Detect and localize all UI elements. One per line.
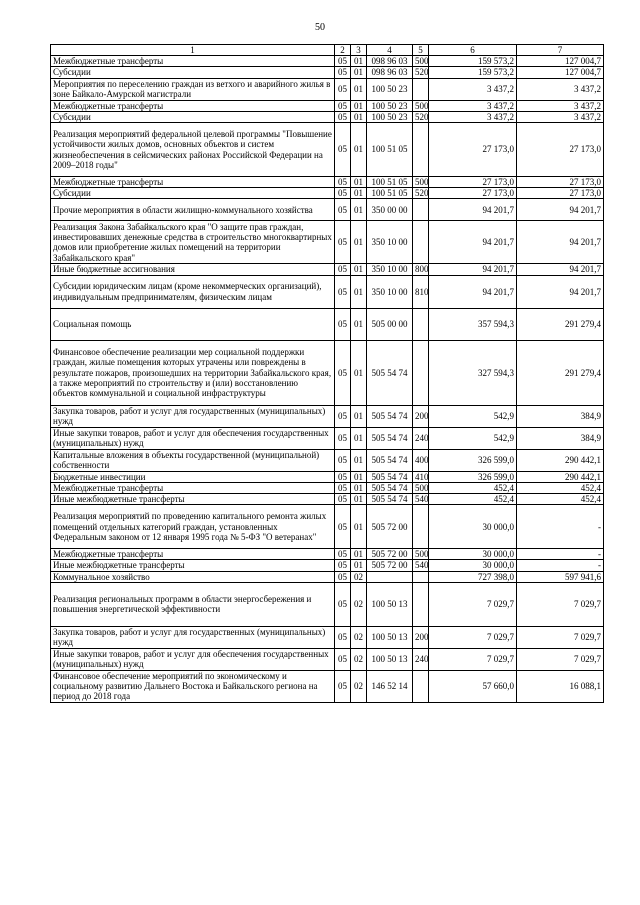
row-name: Межбюджетные трансферты xyxy=(51,56,335,67)
row-subsection: 01 xyxy=(351,549,367,560)
row-target-article: 350 10 00 xyxy=(367,221,413,264)
row-sum-col6: 94 201,7 xyxy=(429,264,517,275)
table-row xyxy=(51,275,604,308)
row-subsection: 02 xyxy=(351,670,367,702)
row-sum-col7: 27 173,0 xyxy=(517,188,604,199)
row-sum-col7: 94 201,7 xyxy=(517,199,604,221)
row-name: Межбюджетные трансферты xyxy=(51,177,335,188)
row-sum-col6: 27 173,0 xyxy=(429,177,517,188)
row-sum-col7: 27 173,0 xyxy=(517,177,604,188)
row-expense-type: 800 xyxy=(413,264,429,275)
row-sum-col7: 452,4 xyxy=(517,482,604,493)
column-header: 1 xyxy=(51,45,335,56)
row-sum-col7: 291 279,4 xyxy=(517,308,604,340)
row-expense-type xyxy=(413,340,429,405)
row-expense-type: 810 xyxy=(413,275,429,308)
row-name: Иные закупки товаров, работ и услуг для обеспечения государственных (муниципальных) нужд xyxy=(51,648,335,670)
table-row xyxy=(51,549,604,560)
row-subsection: 02 xyxy=(351,648,367,670)
row-target-article: 505 54 74 xyxy=(367,427,413,449)
row-target-article: 505 54 74 xyxy=(367,449,413,471)
row-section: 05 xyxy=(335,670,351,702)
row-name: Финансовое обеспечение мероприятий по экономическому и социальному развитию Дальнего Востока и Байкальского региона на период до 2018 года xyxy=(51,670,335,702)
row-name: Закупка товаров, работ и услуг для государственных (муниципальных) нужд xyxy=(51,626,335,648)
row-section: 05 xyxy=(335,56,351,67)
row-sum-col6: 3 437,2 xyxy=(429,78,517,100)
row-sum-col7: 290 442,1 xyxy=(517,449,604,471)
row-section: 05 xyxy=(335,177,351,188)
row-name: Реализация мероприятий федеральной целевой программы "Повышение устойчивости жилых домов, основных объектов и систем жизнеобеспечения в сейсмических районах Российской Федерации на 2009–2018 годы" xyxy=(51,123,335,177)
row-expense-type xyxy=(413,505,429,549)
table-row xyxy=(51,264,604,275)
row-sum-col7: 7 029,7 xyxy=(517,582,604,626)
table-row xyxy=(51,427,604,449)
row-target-article: 100 50 23 xyxy=(367,111,413,122)
row-target-article: 100 50 13 xyxy=(367,626,413,648)
table-row xyxy=(51,199,604,221)
row-subsection: 01 xyxy=(351,340,367,405)
row-name: Капитальные вложения в объекты государственной (муниципальной) собственности xyxy=(51,449,335,471)
row-subsection: 01 xyxy=(351,100,367,111)
table-row xyxy=(51,560,604,571)
row-expense-type xyxy=(413,199,429,221)
row-target-article: 505 54 74 xyxy=(367,482,413,493)
row-sum-col7: 384,9 xyxy=(517,405,604,427)
row-section: 05 xyxy=(335,505,351,549)
row-section: 05 xyxy=(335,67,351,78)
row-target-article: 505 72 00 xyxy=(367,549,413,560)
row-sum-col7: 7 029,7 xyxy=(517,648,604,670)
row-expense-type xyxy=(413,123,429,177)
row-section: 05 xyxy=(335,275,351,308)
row-sum-col6: 3 437,2 xyxy=(429,100,517,111)
row-target-article: 505 00 00 xyxy=(367,308,413,340)
row-sum-col6: 452,4 xyxy=(429,482,517,493)
row-expense-type: 500 xyxy=(413,177,429,188)
row-subsection: 02 xyxy=(351,582,367,626)
row-expense-type: 200 xyxy=(413,405,429,427)
row-sum-col6: 452,4 xyxy=(429,494,517,505)
row-target-article: 100 51 05 xyxy=(367,177,413,188)
row-sum-col6: 57 660,0 xyxy=(429,670,517,702)
row-sum-col7: 3 437,2 xyxy=(517,78,604,100)
row-expense-type: 410 xyxy=(413,471,429,482)
row-section: 05 xyxy=(335,549,351,560)
table-row xyxy=(51,449,604,471)
table-row xyxy=(51,177,604,188)
row-target-article: 350 10 00 xyxy=(367,264,413,275)
row-subsection: 01 xyxy=(351,123,367,177)
row-target-article: 146 52 14 xyxy=(367,670,413,702)
row-sum-col7: 27 173,0 xyxy=(517,123,604,177)
row-name: Мероприятия по переселению граждан из ветхого и аварийного жилья в зоне Байкало-Амурской магистрали xyxy=(51,78,335,100)
row-expense-type: 500 xyxy=(413,549,429,560)
column-header: 6 xyxy=(429,45,517,56)
row-sum-col6: 727 398,0 xyxy=(429,571,517,582)
row-target-article: 350 10 00 xyxy=(367,275,413,308)
row-name: Реализация мероприятий по проведению капитального ремонта жилых помещений отдельных категорий граждан, установленных Федеральным законом от 12 января 1995 года № 5-ФЗ "О ветеранах" xyxy=(51,505,335,549)
row-section: 05 xyxy=(335,560,351,571)
row-sum-col6: 7 029,7 xyxy=(429,626,517,648)
row-name: Социальная помощь xyxy=(51,308,335,340)
column-header: 4 xyxy=(367,45,413,56)
row-sum-col6: 94 201,7 xyxy=(429,275,517,308)
row-expense-type xyxy=(413,78,429,100)
row-section: 05 xyxy=(335,494,351,505)
row-name: Коммунальное хозяйство xyxy=(51,571,335,582)
row-subsection: 01 xyxy=(351,427,367,449)
row-name: Реализация региональных программ в области энергосбережения и повышения энергетической эффективности xyxy=(51,582,335,626)
row-expense-type: 500 xyxy=(413,482,429,493)
row-sum-col7: 16 088,1 xyxy=(517,670,604,702)
row-sum-col6: 159 573,2 xyxy=(429,67,517,78)
table-row xyxy=(51,56,604,67)
row-name: Межбюджетные трансферты xyxy=(51,100,335,111)
row-name: Закупка товаров, работ и услуг для государственных (муниципальных) нужд xyxy=(51,405,335,427)
row-expense-type: 540 xyxy=(413,560,429,571)
row-section: 05 xyxy=(335,111,351,122)
row-sum-col7: - xyxy=(517,505,604,549)
table-row xyxy=(51,308,604,340)
row-subsection: 01 xyxy=(351,482,367,493)
row-sum-col6: 326 599,0 xyxy=(429,471,517,482)
budget-table xyxy=(50,44,604,703)
row-subsection: 01 xyxy=(351,405,367,427)
row-sum-col7: 290 442,1 xyxy=(517,471,604,482)
row-expense-type: 500 xyxy=(413,56,429,67)
row-sum-col6: 30 000,0 xyxy=(429,560,517,571)
table-row xyxy=(51,405,604,427)
table-row xyxy=(51,67,604,78)
row-sum-col6: 159 573,2 xyxy=(429,56,517,67)
table-row xyxy=(51,582,604,626)
row-name: Межбюджетные трансферты xyxy=(51,482,335,493)
row-sum-col6: 3 437,2 xyxy=(429,111,517,122)
row-section: 05 xyxy=(335,308,351,340)
row-subsection: 01 xyxy=(351,449,367,471)
row-section: 05 xyxy=(335,340,351,405)
row-section: 05 xyxy=(335,78,351,100)
row-target-article: 505 72 00 xyxy=(367,505,413,549)
row-sum-col6: 7 029,7 xyxy=(429,648,517,670)
row-expense-type xyxy=(413,221,429,264)
row-subsection: 01 xyxy=(351,275,367,308)
row-subsection: 01 xyxy=(351,199,367,221)
row-target-article: 100 50 13 xyxy=(367,648,413,670)
row-expense-type xyxy=(413,308,429,340)
row-name: Прочие мероприятия в области жилищно-коммунального хозяйства xyxy=(51,199,335,221)
row-target-article: 505 54 74 xyxy=(367,494,413,505)
row-sum-col6: 327 594,3 xyxy=(429,340,517,405)
row-target-article: 505 54 74 xyxy=(367,405,413,427)
table-row xyxy=(51,111,604,122)
row-sum-col7: 597 941,6 xyxy=(517,571,604,582)
row-sum-col7: 3 437,2 xyxy=(517,100,604,111)
table-row xyxy=(51,482,604,493)
table-row xyxy=(51,648,604,670)
row-expense-type: 500 xyxy=(413,100,429,111)
column-header: 2 xyxy=(335,45,351,56)
row-subsection: 01 xyxy=(351,188,367,199)
row-sum-col7: 452,4 xyxy=(517,494,604,505)
row-name: Иные закупки товаров, работ и услуг для обеспечения государственных (муниципальных) нужд xyxy=(51,427,335,449)
row-subsection: 01 xyxy=(351,56,367,67)
row-sum-col6: 94 201,7 xyxy=(429,221,517,264)
row-subsection: 01 xyxy=(351,221,367,264)
row-name: Иные межбюджетные трансферты xyxy=(51,560,335,571)
row-expense-type: 540 xyxy=(413,494,429,505)
row-sum-col6: 27 173,0 xyxy=(429,188,517,199)
row-subsection: 02 xyxy=(351,626,367,648)
row-target-article: 098 96 03 xyxy=(367,56,413,67)
row-subsection: 01 xyxy=(351,471,367,482)
row-name: Субсидии юридическим лицам (кроме некоммерческих организаций), индивидуальным предпринимателям, физическим лицам xyxy=(51,275,335,308)
table-row xyxy=(51,340,604,405)
row-expense-type xyxy=(413,670,429,702)
column-header: 3 xyxy=(351,45,367,56)
table-body xyxy=(51,56,604,703)
row-target-article: 505 54 74 xyxy=(367,471,413,482)
table-row xyxy=(51,221,604,264)
row-expense-type: 520 xyxy=(413,111,429,122)
column-header: 7 xyxy=(517,45,604,56)
column-number-row xyxy=(51,45,604,56)
row-target-article: 100 51 05 xyxy=(367,188,413,199)
row-section: 05 xyxy=(335,482,351,493)
row-subsection: 01 xyxy=(351,111,367,122)
row-section: 05 xyxy=(335,626,351,648)
row-section: 05 xyxy=(335,648,351,670)
row-subsection: 01 xyxy=(351,78,367,100)
row-sum-col7: 127 004,7 xyxy=(517,67,604,78)
row-sum-col6: 94 201,7 xyxy=(429,199,517,221)
row-section: 05 xyxy=(335,199,351,221)
row-section: 05 xyxy=(335,405,351,427)
row-target-article: 350 00 00 xyxy=(367,199,413,221)
row-expense-type: 200 xyxy=(413,626,429,648)
row-subsection: 01 xyxy=(351,505,367,549)
row-sum-col7: 7 029,7 xyxy=(517,626,604,648)
row-name: Субсидии xyxy=(51,111,335,122)
row-expense-type: 240 xyxy=(413,648,429,670)
row-expense-type: 400 xyxy=(413,449,429,471)
row-name: Иные межбюджетные трансферты xyxy=(51,494,335,505)
row-sum-col6: 30 000,0 xyxy=(429,549,517,560)
row-subsection: 01 xyxy=(351,308,367,340)
row-name: Реализация Закона Забайкальского края "О защите прав граждан, инвестировавших денежные средства в строительство многоквартирных домов или приобретение жилых помещений на территории Забайкальского края" xyxy=(51,221,335,264)
row-name: Финансовое обеспечение реализации мер социальной поддержки граждан, жилые помещения которых утрачены или повреждены в результате пожаров, произошедших на территории Забайкальского края, а также мероприятий по строительству и (или) восстановлению объектов коммунальной и социальной инфраструктуры xyxy=(51,340,335,405)
row-sum-col7: 94 201,7 xyxy=(517,275,604,308)
row-sum-col7: 94 201,7 xyxy=(517,264,604,275)
row-name: Субсидии xyxy=(51,188,335,199)
row-name: Иные бюджетные ассигнования xyxy=(51,264,335,275)
row-target-article: 505 72 00 xyxy=(367,560,413,571)
row-section: 05 xyxy=(335,427,351,449)
table-row xyxy=(51,494,604,505)
row-target-article: 505 54 74 xyxy=(367,340,413,405)
row-subsection: 01 xyxy=(351,264,367,275)
row-expense-type xyxy=(413,571,429,582)
row-section: 05 xyxy=(335,449,351,471)
row-sum-col7: 94 201,7 xyxy=(517,221,604,264)
row-sum-col6: 542,9 xyxy=(429,405,517,427)
row-target-article: 100 50 13 xyxy=(367,582,413,626)
row-sum-col7: 384,9 xyxy=(517,427,604,449)
row-expense-type: 240 xyxy=(413,427,429,449)
row-subsection: 01 xyxy=(351,494,367,505)
row-sum-col6: 542,9 xyxy=(429,427,517,449)
table-row xyxy=(51,571,604,582)
row-sum-col6: 27 173,0 xyxy=(429,123,517,177)
column-header: 5 xyxy=(413,45,429,56)
row-target-article: 098 96 03 xyxy=(367,67,413,78)
row-sum-col6: 30 000,0 xyxy=(429,505,517,549)
page-number: 50 xyxy=(315,22,325,33)
row-subsection: 01 xyxy=(351,67,367,78)
row-section: 05 xyxy=(335,221,351,264)
row-sum-col7: 291 279,4 xyxy=(517,340,604,405)
table-row xyxy=(51,123,604,177)
row-subsection: 01 xyxy=(351,177,367,188)
table-row xyxy=(51,626,604,648)
table-row xyxy=(51,100,604,111)
row-subsection: 02 xyxy=(351,571,367,582)
row-expense-type: 520 xyxy=(413,67,429,78)
row-section: 05 xyxy=(335,123,351,177)
row-section: 05 xyxy=(335,100,351,111)
row-section: 05 xyxy=(335,264,351,275)
row-name: Межбюджетные трансферты xyxy=(51,549,335,560)
row-target-article xyxy=(367,571,413,582)
row-name: Бюджетные инвестиции xyxy=(51,471,335,482)
row-name: Субсидии xyxy=(51,67,335,78)
table-row xyxy=(51,505,604,549)
row-sum-col7: 127 004,7 xyxy=(517,56,604,67)
row-sum-col6: 357 594,3 xyxy=(429,308,517,340)
table-row xyxy=(51,670,604,702)
row-sum-col6: 7 029,7 xyxy=(429,582,517,626)
row-sum-col7: - xyxy=(517,560,604,571)
row-target-article: 100 50 23 xyxy=(367,100,413,111)
row-target-article: 100 50 23 xyxy=(367,78,413,100)
row-sum-col7: - xyxy=(517,549,604,560)
row-target-article: 100 51 05 xyxy=(367,123,413,177)
row-expense-type xyxy=(413,582,429,626)
row-sum-col7: 3 437,2 xyxy=(517,111,604,122)
table-row xyxy=(51,78,604,100)
row-sum-col6: 326 599,0 xyxy=(429,449,517,471)
row-expense-type: 520 xyxy=(413,188,429,199)
row-section: 05 xyxy=(335,571,351,582)
table-row xyxy=(51,188,604,199)
table-row xyxy=(51,471,604,482)
row-section: 05 xyxy=(335,188,351,199)
row-subsection: 01 xyxy=(351,560,367,571)
row-section: 05 xyxy=(335,582,351,626)
row-section: 05 xyxy=(335,471,351,482)
